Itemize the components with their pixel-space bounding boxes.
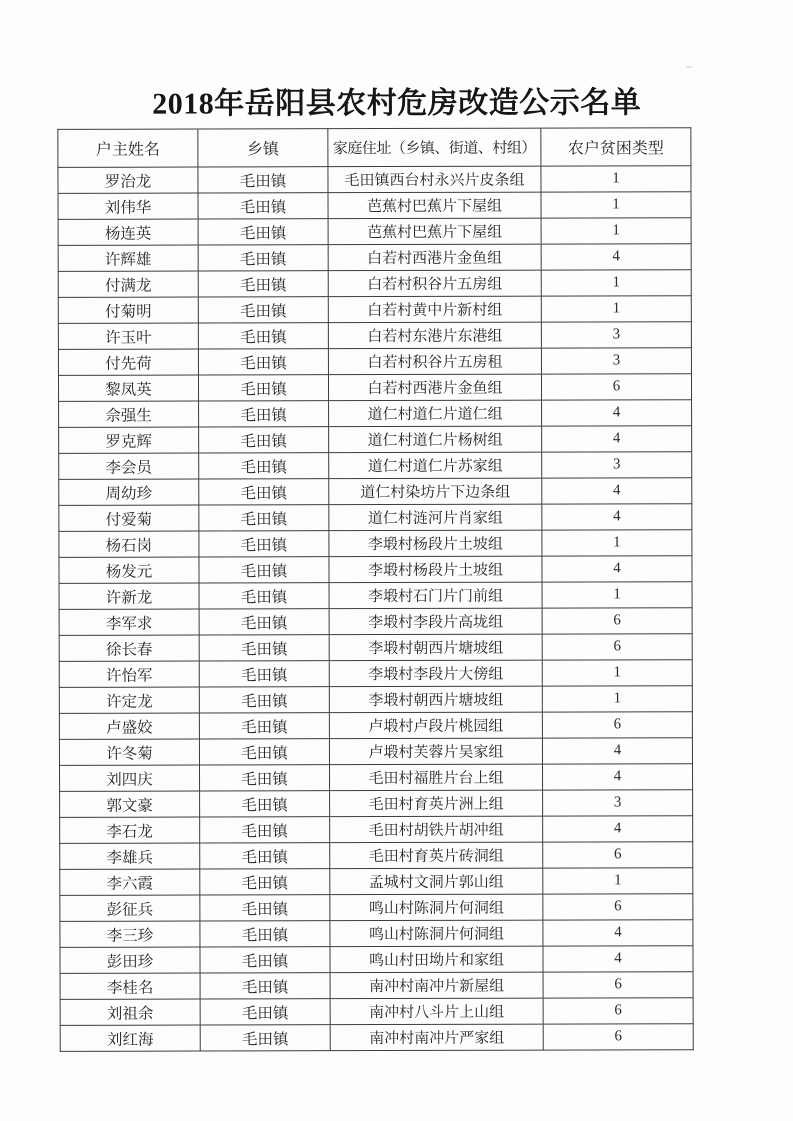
cell-township: 毛田镇 bbox=[199, 401, 329, 427]
table-row bbox=[58, 296, 691, 324]
cell-poverty-type: 6 bbox=[542, 634, 692, 660]
cell-township: 毛田镇 bbox=[200, 921, 330, 947]
table-row bbox=[59, 530, 692, 558]
table-row bbox=[60, 790, 693, 818]
cell-township: 毛田镇 bbox=[199, 557, 329, 583]
cell-poverty-type: 6 bbox=[543, 972, 693, 998]
cell-address: 道仁村道仁片道仁组 bbox=[329, 400, 542, 427]
cell-poverty-type: 3 bbox=[542, 452, 692, 478]
table-row bbox=[59, 400, 692, 428]
cell-township: 毛田镇 bbox=[199, 687, 329, 713]
cell-household-name: 许定龙 bbox=[59, 687, 199, 713]
cell-poverty-type: 6 bbox=[543, 998, 693, 1024]
cell-address: 道仁村涟河片肖家组 bbox=[329, 504, 542, 531]
cell-household-name: 许玉叶 bbox=[58, 323, 198, 349]
cell-address: 毛田村育英片砖洞组 bbox=[330, 842, 543, 869]
table-row bbox=[60, 1024, 693, 1052]
cell-address: 南冲村八斗片上山组 bbox=[330, 998, 543, 1025]
cell-poverty-type: 1 bbox=[543, 868, 693, 894]
cell-poverty-type: 1 bbox=[542, 582, 692, 608]
cell-township: 毛田镇 bbox=[200, 869, 330, 895]
cell-address: 卢塅村卢段片桃园组 bbox=[329, 712, 542, 739]
cell-address: 白若村西港片金鱼组 bbox=[328, 374, 541, 401]
cell-poverty-type: 6 bbox=[543, 894, 693, 920]
cell-address: 南冲村南冲片新屋组 bbox=[330, 972, 543, 999]
cell-township: 毛田镇 bbox=[198, 271, 328, 297]
cell-household-name: 杨石岗 bbox=[59, 531, 199, 557]
cell-township: 毛田镇 bbox=[200, 999, 330, 1025]
cell-household-name: 佘强生 bbox=[59, 401, 199, 427]
cell-address: 芭蕉村巴蕉片下屋组 bbox=[328, 192, 541, 219]
table-row bbox=[60, 816, 693, 844]
cell-household-name: 李军求 bbox=[59, 609, 199, 635]
cell-household-name: 许冬菊 bbox=[59, 739, 199, 765]
cell-poverty-type: 6 bbox=[543, 1024, 693, 1050]
table-row bbox=[60, 972, 693, 1000]
table-row bbox=[59, 426, 692, 454]
cell-address: 毛田村福胜片台上组 bbox=[330, 764, 543, 791]
cell-township: 毛田镇 bbox=[199, 583, 329, 609]
cell-poverty-type: 1 bbox=[541, 166, 691, 192]
roster-table bbox=[57, 127, 693, 1052]
cell-address: 孟城村文洞片郭山组 bbox=[330, 868, 543, 895]
cell-household-name: 周幼珍 bbox=[59, 479, 199, 505]
cell-household-name: 刘四庆 bbox=[60, 765, 200, 791]
cell-household-name: 郭文豪 bbox=[60, 791, 200, 817]
cell-township: 毛田镇 bbox=[198, 375, 328, 401]
cell-poverty-type: 1 bbox=[541, 296, 691, 322]
table-header bbox=[58, 128, 691, 168]
cell-address: 白若村西港片金鱼组 bbox=[328, 244, 541, 271]
cell-poverty-type: 1 bbox=[541, 270, 691, 296]
table-row bbox=[60, 842, 693, 870]
table-row bbox=[58, 322, 691, 350]
cell-household-name: 徐长春 bbox=[59, 635, 199, 661]
cell-household-name: 杨连英 bbox=[58, 219, 198, 245]
header-address: 家庭住址（乡镇、街道、村组） bbox=[328, 128, 541, 167]
cell-poverty-type: 1 bbox=[541, 192, 691, 218]
cell-township: 毛田镇 bbox=[200, 765, 330, 791]
cell-address: 李塅村杨段片土坡组 bbox=[329, 530, 542, 557]
cell-poverty-type: 4 bbox=[543, 946, 693, 972]
table-row bbox=[58, 166, 691, 194]
cell-poverty-type: 1 bbox=[542, 660, 692, 686]
table-row bbox=[59, 660, 692, 688]
cell-township: 毛田镇 bbox=[198, 193, 328, 219]
cell-address: 毛田村育英片洲上组 bbox=[330, 790, 543, 817]
cell-township: 毛田镇 bbox=[200, 973, 330, 999]
cell-address: 芭蕉村巴蕉片下屋组 bbox=[328, 218, 541, 245]
cell-township: 毛田镇 bbox=[200, 947, 330, 973]
cell-poverty-type: 4 bbox=[542, 738, 692, 764]
cell-household-name: 彭征兵 bbox=[60, 895, 200, 921]
cell-address: 白若村东港片东港组 bbox=[328, 322, 541, 349]
cell-household-name: 罗克辉 bbox=[59, 427, 199, 453]
cell-township: 毛田镇 bbox=[200, 817, 330, 843]
cell-household-name: 李雄兵 bbox=[60, 843, 200, 869]
cell-address: 李塅村朝西片塘坡组 bbox=[329, 634, 542, 661]
table-row bbox=[58, 244, 691, 272]
cell-poverty-type: 4 bbox=[542, 426, 692, 452]
table-row bbox=[60, 764, 693, 792]
cell-household-name: 李石龙 bbox=[60, 817, 200, 843]
table-row bbox=[58, 270, 691, 298]
cell-household-name: 李六霞 bbox=[60, 869, 200, 895]
cell-address: 李塅村李段片大傍组 bbox=[329, 660, 542, 687]
table-row bbox=[58, 374, 691, 402]
cell-township: 毛田镇 bbox=[199, 635, 329, 661]
table-row bbox=[59, 452, 692, 480]
cell-township: 毛田镇 bbox=[199, 531, 329, 557]
cell-poverty-type: 4 bbox=[543, 764, 693, 790]
table-row bbox=[59, 478, 692, 506]
cell-poverty-type: 3 bbox=[541, 348, 691, 374]
page-title: 2018年岳阳县农村危房改造公示名单 bbox=[152, 86, 642, 121]
cell-household-name: 付菊明 bbox=[58, 297, 198, 323]
cell-township: 毛田镇 bbox=[199, 505, 329, 531]
cell-address: 鸣山村陈洞片何洞组 bbox=[330, 894, 543, 921]
table-row bbox=[58, 348, 691, 376]
table-row bbox=[60, 868, 693, 896]
cell-township: 毛田镇 bbox=[198, 219, 328, 245]
table-row bbox=[59, 582, 692, 610]
cell-household-name: 黎凤英 bbox=[58, 375, 198, 401]
cell-address: 毛田村胡铁片胡冲组 bbox=[330, 816, 543, 843]
table-row bbox=[58, 218, 691, 246]
cell-township: 毛田镇 bbox=[199, 739, 329, 765]
cell-poverty-type: 4 bbox=[541, 244, 691, 270]
cell-poverty-type: 3 bbox=[543, 790, 693, 816]
cell-address: 白若村积谷片五房组 bbox=[328, 270, 541, 297]
cell-poverty-type: 1 bbox=[542, 530, 692, 556]
table-row bbox=[60, 946, 693, 974]
cell-address: 卢塅村芙蓉片吴家组 bbox=[329, 738, 542, 765]
cell-household-name: 付爱菊 bbox=[59, 505, 199, 531]
cell-household-name: 李桂名 bbox=[60, 973, 200, 999]
header-name: 户主姓名 bbox=[58, 129, 198, 167]
table-row bbox=[59, 608, 692, 636]
cell-household-name: 刘伟华 bbox=[58, 193, 198, 219]
cell-address: 李塅村李段片高垅组 bbox=[329, 608, 542, 635]
scan-artifact bbox=[686, 66, 692, 68]
cell-township: 毛田镇 bbox=[198, 323, 328, 349]
cell-township: 毛田镇 bbox=[198, 349, 328, 375]
cell-poverty-type: 6 bbox=[542, 608, 692, 634]
cell-address: 道仁村道仁片苏家组 bbox=[329, 452, 542, 479]
cell-poverty-type: 6 bbox=[542, 712, 692, 738]
table-row bbox=[59, 504, 692, 532]
cell-township: 毛田镇 bbox=[199, 479, 329, 505]
cell-township: 毛田镇 bbox=[200, 895, 330, 921]
cell-address: 道仁村道仁片杨树组 bbox=[329, 426, 542, 453]
cell-address: 鸣山村陈洞片何洞组 bbox=[330, 920, 543, 947]
cell-household-name: 刘红海 bbox=[60, 1025, 200, 1051]
cell-address: 鸣山村田坳片和家组 bbox=[330, 946, 543, 973]
cell-household-name: 许辉雄 bbox=[58, 245, 198, 271]
table-row bbox=[59, 686, 692, 714]
cell-household-name: 彭田珍 bbox=[60, 947, 200, 973]
cell-poverty-type: 6 bbox=[543, 842, 693, 868]
table-row bbox=[59, 738, 692, 766]
cell-township: 毛田镇 bbox=[198, 297, 328, 323]
table-row bbox=[60, 894, 693, 922]
cell-township: 毛田镇 bbox=[200, 843, 330, 869]
cell-poverty-type: 1 bbox=[541, 218, 691, 244]
cell-poverty-type: 4 bbox=[542, 504, 692, 530]
cell-poverty-type: 3 bbox=[541, 322, 691, 348]
cell-township: 毛田镇 bbox=[199, 661, 329, 687]
table-row bbox=[59, 712, 692, 740]
table-row bbox=[60, 920, 693, 948]
cell-township: 毛田镇 bbox=[199, 453, 329, 479]
cell-address: 李塅村杨段片土坡组 bbox=[329, 556, 542, 583]
cell-township: 毛田镇 bbox=[199, 609, 329, 635]
cell-address: 李塅村石门片门前组 bbox=[329, 582, 542, 609]
cell-address: 白若村黄中片新村组 bbox=[328, 296, 541, 323]
cell-household-name: 刘祖余 bbox=[60, 999, 200, 1025]
cell-township: 毛田镇 bbox=[198, 167, 328, 193]
cell-poverty-type: 4 bbox=[543, 920, 693, 946]
cell-address: 南冲村南冲片严家组 bbox=[330, 1024, 543, 1051]
cell-address: 李塅村朝西片塘坡组 bbox=[329, 686, 542, 713]
cell-household-name: 卢盛姣 bbox=[59, 713, 199, 739]
cell-address: 白若村积谷片五房租 bbox=[328, 348, 541, 375]
cell-township: 毛田镇 bbox=[198, 245, 328, 271]
cell-address: 毛田镇西台村永兴片皮条组 bbox=[328, 166, 541, 193]
table-row bbox=[59, 556, 692, 584]
cell-household-name: 许新龙 bbox=[59, 583, 199, 609]
cell-household-name: 付先荷 bbox=[58, 349, 198, 375]
cell-address: 道仁村染坊片下边条组 bbox=[329, 478, 542, 505]
cell-township: 毛田镇 bbox=[200, 791, 330, 817]
cell-poverty-type: 6 bbox=[541, 374, 691, 400]
cell-poverty-type: 4 bbox=[542, 556, 692, 582]
cell-household-name: 李会员 bbox=[59, 453, 199, 479]
cell-household-name: 李三珍 bbox=[60, 921, 200, 947]
cell-household-name: 付满龙 bbox=[58, 271, 198, 297]
cell-household-name: 罗治龙 bbox=[58, 167, 198, 193]
cell-household-name: 许怡军 bbox=[59, 661, 199, 687]
cell-township: 毛田镇 bbox=[199, 427, 329, 453]
cell-poverty-type: 4 bbox=[542, 478, 692, 504]
table-row bbox=[58, 192, 691, 220]
header-poverty-type: 农户贫困类型 bbox=[541, 128, 691, 166]
cell-poverty-type: 1 bbox=[542, 686, 692, 712]
cell-township: 毛田镇 bbox=[199, 713, 329, 739]
cell-poverty-type: 4 bbox=[542, 400, 692, 426]
cell-township: 毛田镇 bbox=[200, 1025, 330, 1051]
table-body bbox=[58, 166, 693, 1052]
table-row bbox=[59, 634, 692, 662]
header-row bbox=[58, 128, 691, 168]
cell-household-name: 杨发元 bbox=[59, 557, 199, 583]
header-township: 乡镇 bbox=[198, 129, 328, 167]
table-row bbox=[60, 998, 693, 1026]
cell-poverty-type: 4 bbox=[543, 816, 693, 842]
